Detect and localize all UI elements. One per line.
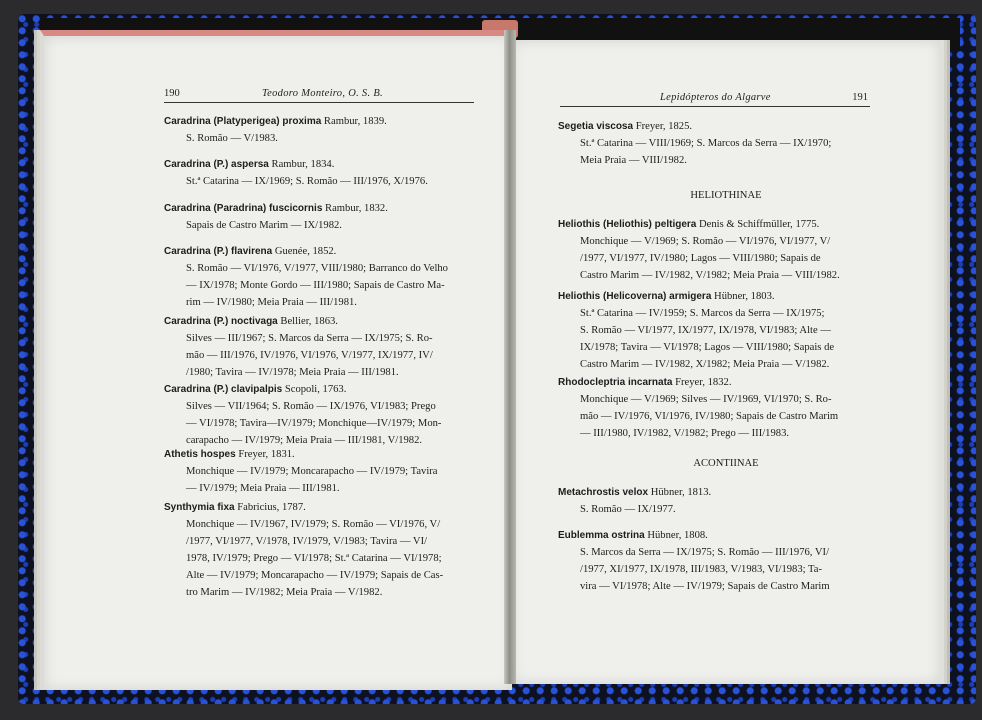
species-entry [164,446,476,497]
record-line: St.ª Catarina — IX/1969; S. Romão — III/1976, X/1976. [186,176,428,187]
species-author: Rambur, 1834. [268,159,335,170]
species-author: Hübner, 1803. [711,291,775,302]
right-page-header [560,92,870,107]
species-entry [558,216,870,284]
section-heading-acontiinae: ACONTIINAE [693,458,759,469]
species-name: Heliothis (Heliothis) peltigera [558,219,697,230]
species-entry [164,113,476,147]
locality-records [164,260,476,311]
species-title [558,527,870,544]
record-line: /1977, VI/1977, V/1978, IV/1979, V/1983; Tavira — VI/ [186,536,428,547]
species-name: Caradrina (P.) aspersa [164,159,269,170]
species-name: Caradrina (Platyperigea) proxima [164,116,322,127]
species-author: Rambur, 1839. [321,116,387,127]
record-line: Castro Marim — IV/1982, X/1982; Meia Praia — V/1982. [580,359,830,370]
record-line: S. Romão — IX/1977. [580,504,676,515]
species-title [164,313,476,330]
record-line: St.ª Catarina — IV/1959; S. Marcos da Serra — IX/1975; [580,308,825,319]
species-author: Guenée, 1852. [272,246,337,257]
species-name: Eublemma ostrina [558,530,645,541]
species-author: Scopoli, 1763. [282,384,347,395]
record-line: mão — IV/1976, VI/1976, IV/1980; Sapais de Castro Marim [580,411,839,422]
running-head: Teodoro Monteiro, O. S. B. [262,88,383,99]
species-title [558,288,870,305]
book-gutter [504,30,516,684]
record-line: Sapais de Castro Marim — IX/1982. [186,220,342,231]
record-line: — IV/1979; Meia Praia — III/1981. [186,483,340,494]
locality-records [164,130,476,147]
record-line: carapacho — IV/1979; Meia Praia — III/1981, V/1982. [186,435,423,446]
left-page-header [164,88,474,103]
record-line: — IX/1978; Monte Gordo — III/1980; Sapais de Castro Ma- [186,280,445,291]
species-name: Metachrostis velox [558,487,649,498]
species-name: Rhodocleptria incarnata [558,377,673,388]
species-author: Fabricius, 1787. [234,502,306,513]
species-title [164,200,476,217]
species-title [164,499,476,516]
species-entry [164,381,476,449]
locality-records [558,233,870,284]
species-entry [164,313,476,381]
record-line: IX/1978; Tavira — VI/1978; Lagos — VIII/1980; Sapais de [580,342,835,353]
species-entry [164,243,476,311]
record-line: 1978, IV/1979; Prego — VI/1978; St.ª Catarina — VI/1978; [186,553,442,564]
record-line: Monchique — V/1969; S. Romão — VI/1976, VI/1977, V/ [580,236,831,247]
locality-records [164,330,476,381]
species-name: Caradrina (Paradrina) fuscicornis [164,203,323,214]
species-title [558,118,870,135]
record-line: Silves — VII/1964; S. Romão — IX/1976, VI/1983; Prego [186,401,436,412]
record-line: /1977, VI/1977, IV/1980; Lagos — VIII/1980; Sapais de [580,253,821,264]
species-entry [164,200,476,234]
species-entry [558,288,870,373]
record-line: S. Romão — VI/1976, V/1977, VIII/1980; Barranco do Velho [186,263,448,274]
section-heading-heliothinae: HELIOTHINAE [690,190,762,201]
species-title [164,446,476,463]
locality-records [164,516,476,601]
species-author: Freyer, 1831. [235,449,295,460]
record-line: Meia Praia — VIII/1982. [580,155,687,166]
record-line: Silves — III/1967; S. Marcos da Serra — IX/1975; S. Ro- [186,333,433,344]
record-line: vira — VI/1978; Alte — IV/1979; Sapais de Castro Marim [580,581,830,592]
species-name: Synthymia fixa [164,502,235,513]
locality-records [558,305,870,373]
species-name: Segetia viscosa [558,121,634,132]
species-entry [164,499,476,601]
record-line: S. Marcos da Serra — IX/1975; S. Romão — III/1976, VI/ [580,547,830,558]
locality-records [164,173,476,190]
species-title [164,156,476,173]
species-name: Caradrina (P.) clavipalpis [164,384,283,395]
record-line: rim — IV/1980; Meia Praia — III/1981. [186,297,357,308]
species-entry [558,118,870,169]
record-line: /1980; Tavira — IV/1978; Meia Praia — III/1981. [186,367,399,378]
species-entry [558,374,870,442]
species-author: Freyer, 1825. [633,121,693,132]
locality-records [164,217,476,234]
record-line: tro Marim — IV/1982; Meia Praia — V/1982. [186,587,383,598]
species-title [164,113,476,130]
record-line: St.ª Catarina — VIII/1969; S. Marcos da Serra — IX/1970; [580,138,832,149]
species-entry [558,484,870,518]
locality-records [558,501,870,518]
locality-records [164,463,476,497]
species-title [164,381,476,398]
species-name: Heliothis (Helicoverna) armigera [558,291,712,302]
species-name: Caradrina (P.) flavirena [164,246,273,257]
species-author: Freyer, 1832. [672,377,732,388]
species-title [164,243,476,260]
record-line: — III/1980, IV/1982, V/1982; Prego — III/1983. [580,428,790,439]
species-author: Hübner, 1813. [648,487,712,498]
species-author: Denis & Schiffmüller, 1775. [696,219,820,230]
page-number: 191 [852,92,868,103]
species-author: Rambur, 1832. [322,203,388,214]
record-line: mão — III/1976, IV/1976, VI/1976, V/1977, IX/1977, IV/ [186,350,433,361]
species-title [558,374,870,391]
species-author: Hübner, 1808. [644,530,708,541]
locality-records [558,135,870,169]
record-line: Monchique — V/1969; Silves — IV/1969, VI/1970; S. Ro- [580,394,832,405]
page-number: 190 [164,88,180,99]
species-name: Caradrina (P.) noctivaga [164,316,278,327]
running-head: Lepidópteros do Algarve [660,92,771,103]
species-entry [558,527,870,595]
record-line: Monchique — IV/1979; Moncarapacho — IV/1979; Tavira [186,466,438,477]
record-line: Monchique — IV/1967, IV/1979; S. Romão — VI/1976, V/ [186,519,441,530]
record-line: Alte — IV/1979; Moncarapacho — IV/1979; Sapais de Cas- [186,570,444,581]
record-line: S. Romão — V/1983. [186,133,278,144]
species-title [558,484,870,501]
locality-records [558,544,870,595]
record-line: /1977, XI/1977, IX/1978, III/1983, V/1983, VI/1983; Ta- [580,564,823,575]
locality-records [164,398,476,449]
species-entry [164,156,476,190]
locality-records [558,391,870,442]
record-line: Castro Marim — IV/1982, V/1982; Meia Praia — VIII/1982. [580,270,840,281]
record-line: — VI/1978; Tavira—IV/1979; Monchique—IV/1979; Mon- [186,418,442,429]
species-title [558,216,870,233]
record-line: S. Romão — VI/1977, IX/1977, IX/1978, VI/1983; Alte — [580,325,831,336]
species-author: Bellier, 1863. [277,316,338,327]
species-name: Athetis hospes [164,449,236,460]
